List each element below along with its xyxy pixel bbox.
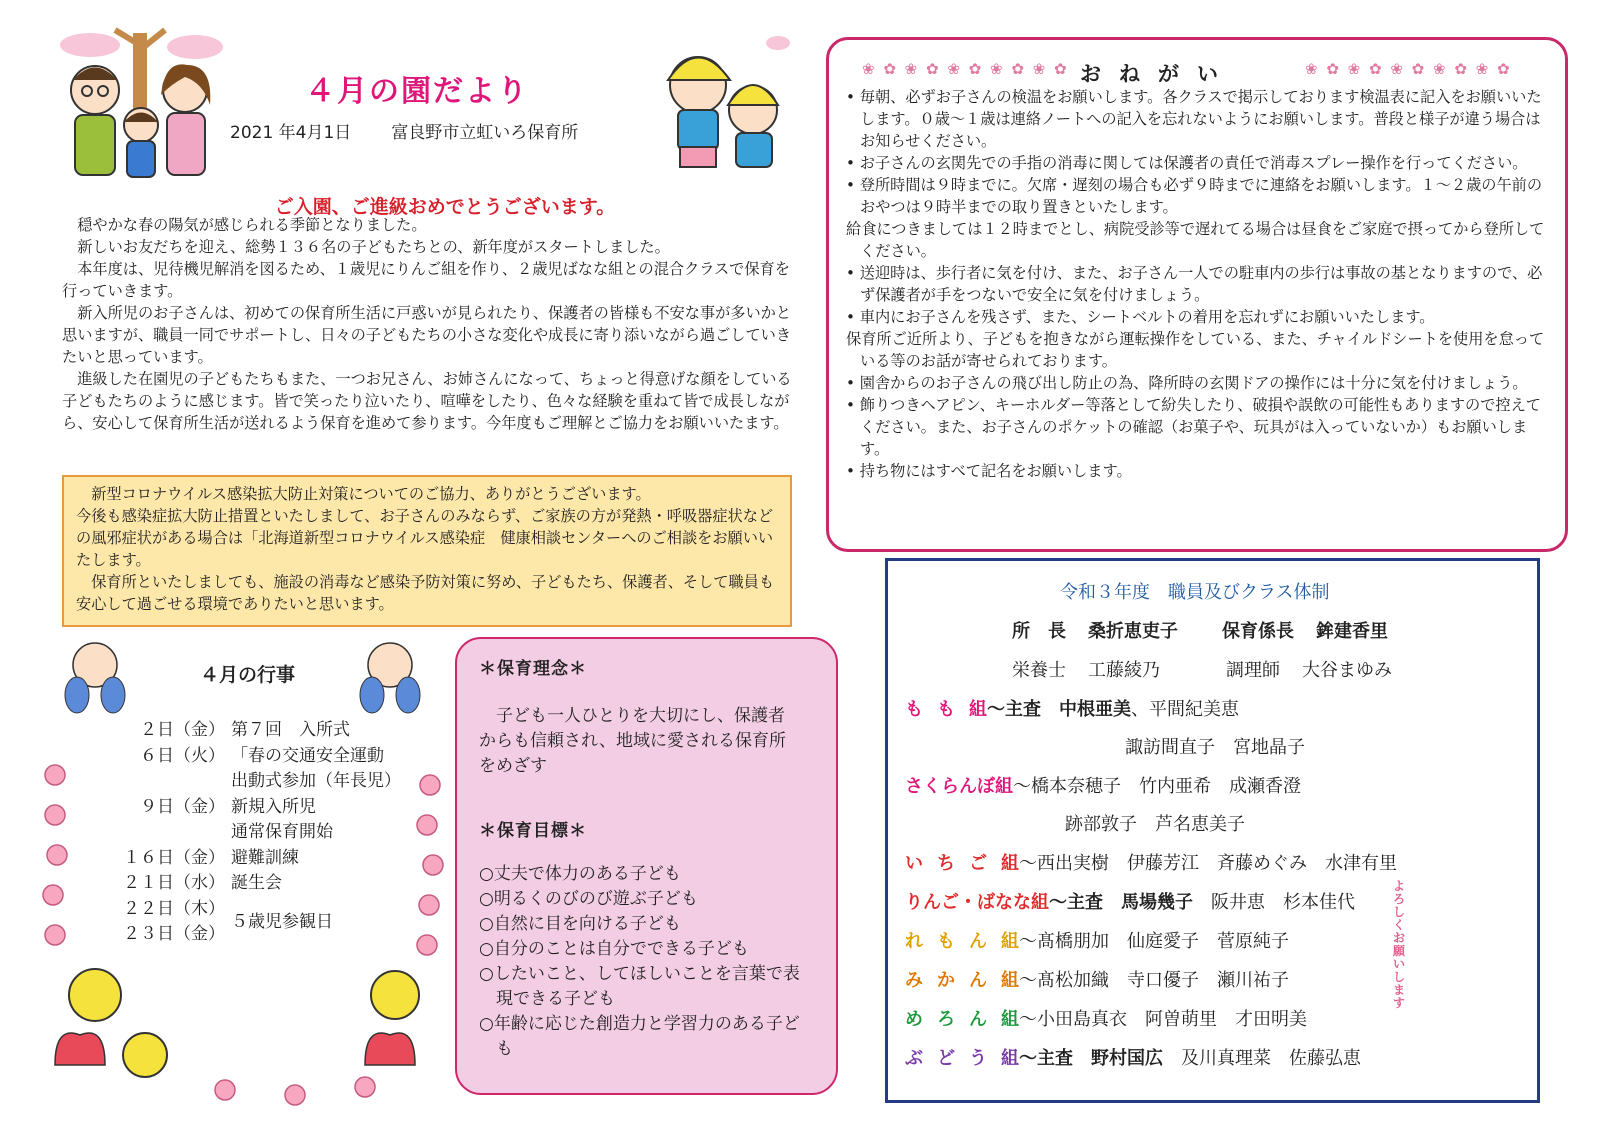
request-item: • 持ち物にはすべて記名をお願いします。 (846, 462, 1132, 480)
class-suffix: 組 (1031, 892, 1049, 913)
philosophy-heading: ＊保育理念＊ (479, 659, 587, 679)
class-members: 〜髙橋朋加 仙庭愛子 菅原純子 (1019, 931, 1289, 952)
event-date (115, 820, 225, 846)
intro-text (62, 214, 792, 434)
requests-title: おねがい (1080, 62, 1236, 86)
role-label: 所 長 (1012, 621, 1066, 642)
class-row (905, 772, 1301, 798)
intro-paragraph: 新入所児のお子さんは、初めての保育所生活に戸惑いが見られたり、保護者の皆様も不安な事が多いかと思いますが、職員一同でサポートし、日々の子どもたちの小さな変化や成長に寄り添いながら過ごしていきたいと思っています。 (62, 304, 791, 366)
class-name: ぶどう (905, 1048, 1001, 1069)
event-date: ２１日（水） (123, 873, 225, 893)
class-members: 阪井恵 杉本佳代 (1193, 892, 1355, 913)
class-row (905, 1005, 1307, 1031)
class-row (905, 849, 1397, 875)
issue-dateline (230, 118, 578, 143)
event-text: 第７回 入所式 (231, 720, 350, 740)
covid-paragraph: 保育所といたしましても、施設の消毒など感染予防対策に努め、子どもたち、保護者、そして職員も安心して過ごせる環境でありたいと思います。 (76, 573, 775, 613)
event-text: 通常保育開始 (231, 822, 333, 842)
goal-item: ○年齢に応じた創造力と学習力のある子ども (479, 1014, 800, 1059)
family-illustration (55, 25, 225, 190)
event-date: ６日（火） (140, 745, 225, 766)
request-item: • 送迎時は、歩行者に気を付け、また、お子さん一人での駐車内の歩行は事故の基となりますので、必ず保護者が手をつないで安全に気を付けましょう。 (846, 264, 1543, 304)
class-lead: 〜主査 馬場幾子 (1049, 892, 1193, 913)
event-row (115, 795, 445, 821)
class-suffix: 組 (969, 699, 987, 720)
event-row (115, 769, 445, 795)
intro-paragraph: 穏やかな春の陽気が感じられる季節となりました。 (77, 216, 427, 234)
request-item: • 毎朝、必ずお子さんの検温をお願いします。各クラスで掲示しております検温表に記入をお願いいたします。０歳〜１歳は連絡ノートへの記入を忘れないようにお願いします。普段と様子が違う場合はお知らせください。 (846, 88, 1542, 150)
class-name: いちご (905, 853, 1001, 874)
class-suffix: 組 (1001, 1009, 1019, 1030)
event-text: ５歳児参観日 (231, 912, 333, 932)
staff-row-leaders (1012, 617, 1388, 643)
flower-border-left: ❀ ✿ ❀ ✿ ❀ ✿ ❀ ✿ ❀ ✿ (862, 60, 1069, 78)
request-item: 保育所ご近所より、子どもを抱きながら運転操作をしている、また、チャイルドシートを使用を怠っている等のお話が寄せられております。 (846, 330, 1545, 370)
philosophy-box (455, 637, 838, 1095)
class-lead: 〜主査 野村国広 (1019, 1048, 1163, 1069)
event-date: ２２日（木） (123, 898, 225, 919)
request-item: • 車内にお子さんを残さず、また、シートベルトの着用を忘れずにお願いいたします。 (846, 308, 1435, 326)
events-list (115, 718, 445, 948)
event-date: ２３日（金） (123, 924, 225, 944)
class-row (905, 888, 1355, 914)
class-name: りんご・ばなな (905, 892, 1031, 913)
request-item: 給食につきましては１２時までとし、病院受診等で遅れてる場合は昼食をご家庭で摂ってから登所してください。 (846, 220, 1545, 260)
role-label: 調理師 (1226, 660, 1280, 681)
philosophy-text: 子ども一人ひとりを大切にし、保護者からも信頼され、地域に愛される保育所をめざす (479, 706, 787, 776)
covid-notice-box (62, 475, 792, 627)
event-text: 出動式参加（年長児） (231, 771, 401, 791)
class-members: 〜西出実樹 伊藤芳江 斉藤めぐみ 水津有里 (1019, 853, 1397, 874)
event-row (115, 846, 445, 872)
event-date (115, 769, 225, 795)
class-row (905, 1044, 1361, 1070)
class-members: 〜髙松加織 寺口優子 瀬川祐子 (1019, 970, 1289, 991)
class-members: 及川真理菜 佐藤弘恵 (1163, 1048, 1361, 1069)
staff-row-support (1012, 656, 1392, 682)
class-suffix: 組 (1001, 1048, 1019, 1069)
class-suffix: 組 (1001, 970, 1019, 991)
staff-name: 大谷まゆみ (1302, 660, 1392, 681)
issue-date: 2021 年4月1日 (230, 123, 352, 143)
class-name: もも (905, 699, 969, 720)
class-name: れもん (905, 931, 1001, 952)
organization-name: 富良野市立虹いろ保育所 (391, 123, 579, 143)
class-lead: 〜主査 中根亜美 (987, 699, 1131, 720)
events-title: ４月の行事 (200, 664, 296, 686)
role-label: 栄養士 (1012, 660, 1066, 681)
class-row (905, 966, 1289, 992)
covid-paragraph: 今後も感染症拡大防止措置といたしまして、お子さんのみならず、ご家族の方が発熱・呼吸器症状などの風邪症状がある場合は「北海道新型コロナウイルス感染症 健康相談センターへのご相談をお願いいたします。 (76, 507, 774, 569)
class-row (905, 927, 1289, 953)
class-members: 、平間紀美恵 (1131, 699, 1239, 720)
class-members: 〜小田島真衣 阿曽萌里 才田明美 (1019, 1009, 1307, 1030)
staff-name: 桑折恵吏子 (1088, 621, 1178, 642)
event-row (115, 910, 445, 948)
request-item: • 登所時間は９時までに。欠席・遅刻の場合も必ず９時までに連絡をお願いします。１〜２歳の午前のおやつは９時半までの取り置きといたします。 (846, 176, 1543, 216)
class-name: めろん (905, 1009, 1001, 1030)
request-item: • 園舎からのお子さんの飛び出し防止の為、降所時の玄関ドアの操作には十分に気を付けましょう。 (846, 374, 1528, 392)
class-row (905, 695, 1239, 721)
goals-list (479, 862, 814, 1062)
requests-list (846, 86, 1546, 482)
event-text: 「春の交通安全運動 (231, 745, 384, 766)
event-date: １６日（金） (123, 847, 225, 868)
role-label: 保育係長 (1222, 621, 1294, 642)
goal-item: ○丈夫で体力のある子ども (479, 864, 681, 884)
staff-name: 鉾建香里 (1316, 621, 1388, 642)
goal-item: ○自分のことは自分でできる子ども (479, 939, 749, 959)
event-date: ２日（金） (140, 720, 225, 740)
covid-paragraph: 新型コロナウイルス感染拡大防止対策についてのご協力、ありがとうございます。 (91, 485, 651, 503)
request-item: • お子さんの玄関先での手指の消毒に関しては保護者の責任で消毒スプレー操作を行ってください。 (846, 154, 1528, 172)
page-title: ４月の園だより (305, 74, 529, 109)
greeting-heading: ご入園、ご進級おめでとうございます。 (274, 196, 616, 218)
event-row (115, 718, 445, 744)
request-item: • 飾りつきヘアピン、キーホルダー等落として紛失したり、破損や誤飲の可能性もありますので控えてください。また、お子さんのポケットの確認（お菓子や、玩具がは入っていないか）もお願いします。 (846, 396, 1541, 458)
event-row (115, 871, 445, 897)
goal-item: ○したいこと、してほしいことを言葉で表現できる子ども (479, 964, 800, 1009)
event-text: 誕生会 (231, 873, 282, 893)
class-suffix: 組 (1001, 853, 1019, 874)
event-text: 避難訓練 (231, 847, 299, 868)
intro-paragraph: 進級した在園児の子どもたちもまた、一つお兄さん、お姉さんになって、ちょっと得意げな顔をしている子どもたちのように感じます。皆で笑ったり泣いたり、喧嘩をしたり、色々な経験を重ねて皆で成長しながら、安心して保育所生活が送れるよう保育を進めて参ります。今年度もご理解とご協力をお願いいたます。 (62, 370, 792, 432)
class-suffix: 組 (995, 776, 1013, 797)
flower-border-right: ❀ ✿ ❀ ✿ ❀ ✿ ❀ ✿ ❀ ✿ (1305, 60, 1512, 78)
staff-name: 工藤綾乃 (1088, 660, 1160, 681)
class-name: みかん (905, 970, 1001, 991)
event-date: ９日（金） (140, 796, 225, 817)
class-row-extra: 跡部敦子 芦名恵美子 (1065, 814, 1245, 835)
intro-paragraph: 本年度は、児待機児解消を図るため、１歳児にりんご組を作り、２歳児ばなな組との混合クラスで保育を行っていきます。 (62, 260, 790, 300)
class-row-extra: 諏訪間直子 宮地晶子 (1125, 737, 1305, 758)
goals-heading: ＊保育目標＊ (479, 821, 587, 841)
class-members: 〜橋本奈穂子 竹内亜希 成瀬香澄 (1013, 776, 1301, 797)
intro-paragraph: 新しいお友だちを迎え、総勢１３６名の子どもたちとの、新年度がスタートしました。 (77, 238, 670, 256)
goal-item: ○明るくのびのび遊ぶ子ども (479, 889, 698, 909)
event-row (115, 744, 445, 770)
event-text: 新規入所児 (231, 796, 316, 817)
children-illustration (648, 25, 798, 185)
staff-title: 令和３年度 職員及びクラス体制 (1060, 582, 1330, 603)
class-name: さくらんぼ (905, 776, 995, 797)
class-suffix: 組 (1001, 931, 1019, 952)
greeting-banner: よろしくお願いします (1393, 879, 1406, 1010)
event-row (115, 820, 445, 846)
goal-item: ○自然に目を向ける子ども (479, 914, 681, 934)
